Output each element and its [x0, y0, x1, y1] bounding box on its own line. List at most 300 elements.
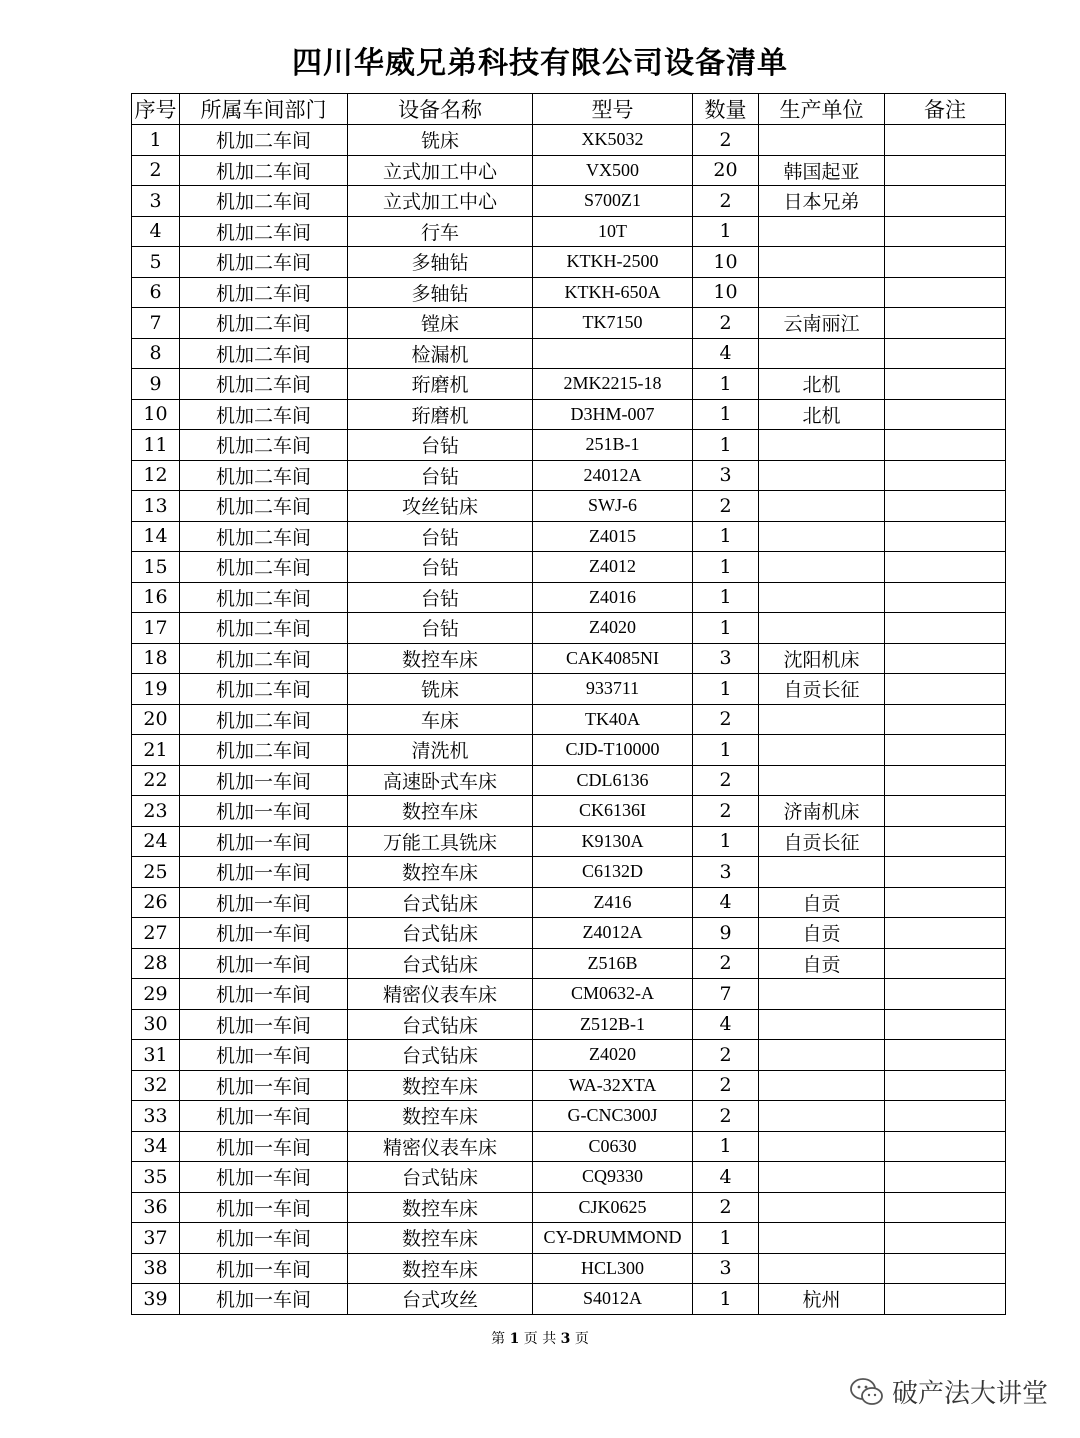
cell-department: 机加一车间 — [180, 857, 348, 888]
cell-quantity: 1 — [693, 826, 759, 857]
cell-manufacturer — [759, 1101, 885, 1132]
cell-model: TK7150 — [533, 308, 693, 339]
watermark-text: 破产法大讲堂 — [891, 1379, 1048, 1409]
cell-model: C6132D — [533, 857, 693, 888]
cell-equipment-name: 数控车床 — [348, 1192, 533, 1223]
cell-manufacturer — [759, 1223, 885, 1254]
cell-model: Z4016 — [533, 582, 693, 613]
cell-department: 机加一车间 — [180, 1070, 348, 1101]
cell-model: Z4015 — [533, 521, 693, 552]
cell-equipment-name: 台钻 — [348, 582, 533, 613]
cell-model: KTKH-650A — [533, 277, 693, 308]
cell-department: 机加一车间 — [180, 979, 348, 1010]
cell-manufacturer — [759, 1131, 885, 1162]
cell-manufacturer — [759, 552, 885, 583]
cell-equipment-name: 台式钻床 — [348, 1009, 533, 1040]
cell-manufacturer: 韩国起亚 — [759, 155, 885, 186]
cell-department: 机加一车间 — [180, 1009, 348, 1040]
cell-department: 机加一车间 — [180, 918, 348, 949]
cell-department: 机加二车间 — [180, 491, 348, 522]
cell-remarks — [885, 979, 1006, 1010]
cell-quantity: 1 — [693, 430, 759, 461]
cell-model: CAK4085NI — [533, 643, 693, 674]
cell-manufacturer: 北机 — [759, 399, 885, 430]
cell-quantity: 1 — [693, 735, 759, 766]
cell-index: 38 — [132, 1253, 180, 1284]
cell-quantity: 10 — [693, 247, 759, 278]
cell-model: Z4012A — [533, 918, 693, 949]
cell-equipment-name: 台钻 — [348, 552, 533, 583]
cell-model: 933711 — [533, 674, 693, 705]
cell-department: 机加一车间 — [180, 826, 348, 857]
cell-quantity: 1 — [693, 674, 759, 705]
cell-equipment-name: 数控车床 — [348, 1253, 533, 1284]
cell-manufacturer — [759, 125, 885, 156]
cell-manufacturer: 北机 — [759, 369, 885, 400]
cell-model: Z516B — [533, 948, 693, 979]
cell-equipment-name: 数控车床 — [348, 1101, 533, 1132]
cell-model: Z416 — [533, 887, 693, 918]
cell-index: 18 — [132, 643, 180, 674]
cell-remarks — [885, 552, 1006, 583]
footer-page-number: 1 — [509, 1331, 520, 1347]
cell-index: 34 — [132, 1131, 180, 1162]
cell-equipment-name: 数控车床 — [348, 857, 533, 888]
table-row — [132, 765, 1006, 796]
cell-model: HCL300 — [533, 1253, 693, 1284]
cell-quantity: 1 — [693, 552, 759, 583]
cell-index: 16 — [132, 582, 180, 613]
cell-index: 10 — [132, 399, 180, 430]
cell-index: 9 — [132, 369, 180, 400]
cell-department: 机加一车间 — [180, 887, 348, 918]
cell-index: 11 — [132, 430, 180, 461]
cell-quantity: 2 — [693, 125, 759, 156]
cell-equipment-name: 多轴钻 — [348, 247, 533, 278]
cell-remarks — [885, 857, 1006, 888]
cell-manufacturer: 自贡 — [759, 918, 885, 949]
table-row — [132, 918, 1006, 949]
cell-model: VX500 — [533, 155, 693, 186]
table-row — [132, 491, 1006, 522]
cell-equipment-name: 数控车床 — [348, 643, 533, 674]
cell-department: 机加一车间 — [180, 1192, 348, 1223]
table-row — [132, 887, 1006, 918]
cell-index: 37 — [132, 1223, 180, 1254]
cell-remarks — [885, 1162, 1006, 1193]
cell-index: 25 — [132, 857, 180, 888]
cell-department: 机加二车间 — [180, 460, 348, 491]
cell-remarks — [885, 216, 1006, 247]
cell-equipment-name: 数控车床 — [348, 1223, 533, 1254]
cell-department: 机加一车间 — [180, 1253, 348, 1284]
cell-index: 30 — [132, 1009, 180, 1040]
cell-manufacturer — [759, 582, 885, 613]
footer-suffix: 页 — [574, 1331, 589, 1347]
table-row — [132, 521, 1006, 552]
table-row — [132, 674, 1006, 705]
cell-manufacturer: 自贡 — [759, 948, 885, 979]
equipment-table — [131, 93, 1006, 1315]
cell-model: 24012A — [533, 460, 693, 491]
cell-remarks — [885, 704, 1006, 735]
cell-index: 24 — [132, 826, 180, 857]
cell-quantity: 2 — [693, 1192, 759, 1223]
cell-remarks — [885, 1253, 1006, 1284]
cell-manufacturer: 沈阳机床 — [759, 643, 885, 674]
table-row — [132, 979, 1006, 1010]
footer-total-pages: 3 — [560, 1331, 571, 1347]
cell-index: 29 — [132, 979, 180, 1010]
cell-model: CJD-T10000 — [533, 735, 693, 766]
cell-index: 28 — [132, 948, 180, 979]
cell-remarks — [885, 1131, 1006, 1162]
cell-manufacturer — [759, 521, 885, 552]
cell-remarks — [885, 1223, 1006, 1254]
cell-quantity: 2 — [693, 186, 759, 217]
cell-quantity: 1 — [693, 1284, 759, 1315]
cell-remarks — [885, 643, 1006, 674]
table-row — [132, 643, 1006, 674]
table-row — [132, 399, 1006, 430]
cell-manufacturer — [759, 1040, 885, 1071]
cell-equipment-name: 车床 — [348, 704, 533, 735]
table-row — [132, 552, 1006, 583]
cell-quantity: 3 — [693, 1253, 759, 1284]
cell-remarks — [885, 369, 1006, 400]
cell-index: 1 — [132, 125, 180, 156]
cell-model: G-CNC300J — [533, 1101, 693, 1132]
cell-department: 机加一车间 — [180, 765, 348, 796]
cell-manufacturer: 济南机床 — [759, 796, 885, 827]
cell-department: 机加二车间 — [180, 399, 348, 430]
cell-remarks — [885, 613, 1006, 644]
table-row — [132, 1162, 1006, 1193]
cell-manufacturer: 日本兄弟 — [759, 186, 885, 217]
table-row — [132, 430, 1006, 461]
column-header-index: 序号 — [132, 94, 180, 125]
cell-quantity: 3 — [693, 857, 759, 888]
document-title: 四川华威兄弟科技有限公司设备清单 — [292, 46, 788, 81]
cell-equipment-name: 台式钻床 — [348, 1040, 533, 1071]
cell-quantity: 2 — [693, 704, 759, 735]
cell-model: S700Z1 — [533, 186, 693, 217]
cell-department: 机加二车间 — [180, 582, 348, 613]
table-row — [132, 338, 1006, 369]
cell-equipment-name: 珩磨机 — [348, 399, 533, 430]
cell-model: S4012A — [533, 1284, 693, 1315]
table-row — [132, 582, 1006, 613]
cell-department: 机加一车间 — [180, 1162, 348, 1193]
cell-quantity: 9 — [693, 918, 759, 949]
footer-prefix: 第 — [491, 1331, 506, 1347]
table-row — [132, 308, 1006, 339]
cell-index: 33 — [132, 1101, 180, 1132]
cell-remarks — [885, 796, 1006, 827]
cell-model: CK6136I — [533, 796, 693, 827]
cell-equipment-name: 镗床 — [348, 308, 533, 339]
table-row — [132, 1284, 1006, 1315]
cell-manufacturer — [759, 430, 885, 461]
cell-remarks — [885, 948, 1006, 979]
table-row — [132, 1131, 1006, 1162]
cell-remarks — [885, 125, 1006, 156]
cell-department: 机加一车间 — [180, 1131, 348, 1162]
cell-model: 10T — [533, 216, 693, 247]
cell-index: 5 — [132, 247, 180, 278]
table-row — [132, 857, 1006, 888]
cell-quantity: 10 — [693, 277, 759, 308]
cell-remarks — [885, 491, 1006, 522]
cell-index: 12 — [132, 460, 180, 491]
cell-manufacturer — [759, 735, 885, 766]
cell-quantity: 2 — [693, 948, 759, 979]
cell-quantity: 1 — [693, 399, 759, 430]
cell-department: 机加二车间 — [180, 155, 348, 186]
cell-model: 2MK2215-18 — [533, 369, 693, 400]
cell-remarks — [885, 338, 1006, 369]
cell-manufacturer: 自贡长征 — [759, 826, 885, 857]
cell-manufacturer — [759, 1192, 885, 1223]
cell-equipment-name: 数控车床 — [348, 796, 533, 827]
cell-quantity: 4 — [693, 887, 759, 918]
cell-remarks — [885, 155, 1006, 186]
cell-manufacturer: 自贡长征 — [759, 674, 885, 705]
cell-model: CJK0625 — [533, 1192, 693, 1223]
cell-model: Z4020 — [533, 1040, 693, 1071]
cell-model: CQ9330 — [533, 1162, 693, 1193]
cell-model: Z512B-1 — [533, 1009, 693, 1040]
cell-quantity: 1 — [693, 1131, 759, 1162]
cell-equipment-name: 高速卧式车床 — [348, 765, 533, 796]
cell-quantity: 2 — [693, 308, 759, 339]
cell-equipment-name: 珩磨机 — [348, 369, 533, 400]
cell-department: 机加二车间 — [180, 521, 348, 552]
cell-remarks — [885, 1284, 1006, 1315]
cell-index: 2 — [132, 155, 180, 186]
cell-equipment-name: 铣床 — [348, 674, 533, 705]
cell-department: 机加二车间 — [180, 674, 348, 705]
table-row — [132, 460, 1006, 491]
cell-equipment-name: 台式钻床 — [348, 918, 533, 949]
table-row — [132, 1253, 1006, 1284]
cell-index: 4 — [132, 216, 180, 247]
cell-manufacturer: 杭州 — [759, 1284, 885, 1315]
cell-quantity: 4 — [693, 1162, 759, 1193]
cell-manufacturer — [759, 1162, 885, 1193]
cell-remarks — [885, 399, 1006, 430]
cell-manufacturer — [759, 216, 885, 247]
cell-index: 20 — [132, 704, 180, 735]
cell-quantity: 20 — [693, 155, 759, 186]
cell-department: 机加二车间 — [180, 613, 348, 644]
cell-department: 机加二车间 — [180, 369, 348, 400]
cell-model: CDL6136 — [533, 765, 693, 796]
cell-model: CM0632-A — [533, 979, 693, 1010]
cell-manufacturer — [759, 1253, 885, 1284]
column-header-remarks: 备注 — [885, 94, 1006, 125]
cell-equipment-name: 攻丝钻床 — [348, 491, 533, 522]
cell-quantity: 2 — [693, 796, 759, 827]
cell-remarks — [885, 1192, 1006, 1223]
cell-remarks — [885, 1009, 1006, 1040]
column-header-equipment-name: 设备名称 — [348, 94, 533, 125]
cell-equipment-name: 铣床 — [348, 125, 533, 156]
cell-equipment-name: 立式加工中心 — [348, 155, 533, 186]
table-row — [132, 186, 1006, 217]
cell-index: 6 — [132, 277, 180, 308]
cell-equipment-name: 立式加工中心 — [348, 186, 533, 217]
cell-quantity: 4 — [693, 1009, 759, 1040]
cell-model: KTKH-2500 — [533, 247, 693, 278]
cell-department: 机加二车间 — [180, 735, 348, 766]
table-row — [132, 613, 1006, 644]
cell-manufacturer: 自贡 — [759, 887, 885, 918]
cell-equipment-name: 台钻 — [348, 613, 533, 644]
cell-remarks — [885, 247, 1006, 278]
cell-equipment-name: 万能工具铣床 — [348, 826, 533, 857]
cell-department: 机加一车间 — [180, 1040, 348, 1071]
cell-model: TK40A — [533, 704, 693, 735]
cell-quantity: 2 — [693, 765, 759, 796]
table-row — [132, 1009, 1006, 1040]
column-header-department: 所属车间部门 — [180, 94, 348, 125]
cell-department: 机加一车间 — [180, 1223, 348, 1254]
cell-index: 31 — [132, 1040, 180, 1071]
cell-department: 机加二车间 — [180, 430, 348, 461]
cell-quantity: 1 — [693, 1223, 759, 1254]
cell-remarks — [885, 582, 1006, 613]
table-row — [132, 826, 1006, 857]
cell-equipment-name: 台式攻丝 — [348, 1284, 533, 1315]
cell-remarks — [885, 918, 1006, 949]
cell-manufacturer — [759, 460, 885, 491]
cell-department: 机加二车间 — [180, 338, 348, 369]
cell-model: Z4012 — [533, 552, 693, 583]
cell-remarks — [885, 460, 1006, 491]
table-row — [132, 1101, 1006, 1132]
table-row — [132, 704, 1006, 735]
cell-model: CY-DRUMMOND — [533, 1223, 693, 1254]
table-header-row — [132, 94, 1006, 125]
cell-department: 机加二车间 — [180, 308, 348, 339]
cell-index: 15 — [132, 552, 180, 583]
cell-remarks — [885, 308, 1006, 339]
cell-quantity: 2 — [693, 1040, 759, 1071]
cell-quantity: 2 — [693, 491, 759, 522]
cell-model: C0630 — [533, 1131, 693, 1162]
cell-department: 机加一车间 — [180, 1284, 348, 1315]
cell-department: 机加一车间 — [180, 948, 348, 979]
column-header-manufacturer: 生产单位 — [759, 94, 885, 125]
cell-manufacturer — [759, 277, 885, 308]
cell-department: 机加二车间 — [180, 186, 348, 217]
cell-remarks — [885, 277, 1006, 308]
table-row — [132, 277, 1006, 308]
table-row — [132, 1192, 1006, 1223]
cell-index: 3 — [132, 186, 180, 217]
cell-quantity: 7 — [693, 979, 759, 1010]
cell-equipment-name: 清洗机 — [348, 735, 533, 766]
cell-remarks — [885, 1070, 1006, 1101]
cell-manufacturer — [759, 765, 885, 796]
cell-manufacturer — [759, 247, 885, 278]
column-header-model: 型号 — [533, 94, 693, 125]
cell-remarks — [885, 1101, 1006, 1132]
cell-quantity: 1 — [693, 521, 759, 552]
cell-model: K9130A — [533, 826, 693, 857]
cell-department: 机加二车间 — [180, 125, 348, 156]
cell-model: D3HM-007 — [533, 399, 693, 430]
table-row — [132, 735, 1006, 766]
table-body — [132, 125, 1006, 1315]
cell-remarks — [885, 826, 1006, 857]
table-row — [132, 948, 1006, 979]
cell-manufacturer — [759, 338, 885, 369]
cell-remarks — [885, 765, 1006, 796]
cell-index: 32 — [132, 1070, 180, 1101]
cell-quantity: 1 — [693, 216, 759, 247]
column-header-quantity: 数量 — [693, 94, 759, 125]
cell-remarks — [885, 430, 1006, 461]
table-row — [132, 216, 1006, 247]
cell-quantity: 2 — [693, 1101, 759, 1132]
cell-index: 39 — [132, 1284, 180, 1315]
cell-index: 35 — [132, 1162, 180, 1193]
table-row — [132, 1223, 1006, 1254]
cell-model: Z4020 — [533, 613, 693, 644]
cell-equipment-name: 行车 — [348, 216, 533, 247]
cell-equipment-name: 台式钻床 — [348, 887, 533, 918]
table-row — [132, 125, 1006, 156]
cell-model — [533, 338, 693, 369]
cell-quantity: 1 — [693, 613, 759, 644]
cell-manufacturer — [759, 491, 885, 522]
cell-quantity: 4 — [693, 338, 759, 369]
cell-index: 23 — [132, 796, 180, 827]
watermark — [850, 1373, 1048, 1410]
cell-quantity: 1 — [693, 369, 759, 400]
cell-index: 26 — [132, 887, 180, 918]
cell-index: 22 — [132, 765, 180, 796]
cell-manufacturer — [759, 979, 885, 1010]
cell-model: WA-32XTA — [533, 1070, 693, 1101]
table-row — [132, 1040, 1006, 1071]
cell-remarks — [885, 674, 1006, 705]
table-row — [132, 369, 1006, 400]
table-row — [132, 155, 1006, 186]
cell-model: 251B-1 — [533, 430, 693, 461]
cell-remarks — [885, 186, 1006, 217]
table-row — [132, 247, 1006, 278]
cell-quantity: 2 — [693, 1070, 759, 1101]
cell-model: XK5032 — [533, 125, 693, 156]
cell-manufacturer — [759, 1009, 885, 1040]
cell-remarks — [885, 1040, 1006, 1071]
cell-equipment-name: 台钻 — [348, 460, 533, 491]
cell-equipment-name: 台钻 — [348, 521, 533, 552]
cell-department: 机加二车间 — [180, 277, 348, 308]
cell-manufacturer: 云南丽江 — [759, 308, 885, 339]
cell-quantity: 1 — [693, 582, 759, 613]
page-footer — [0, 1328, 1080, 1348]
cell-index: 8 — [132, 338, 180, 369]
cell-equipment-name: 数控车床 — [348, 1070, 533, 1101]
cell-index: 14 — [132, 521, 180, 552]
cell-department: 机加二车间 — [180, 216, 348, 247]
cell-index: 17 — [132, 613, 180, 644]
cell-department: 机加一车间 — [180, 796, 348, 827]
